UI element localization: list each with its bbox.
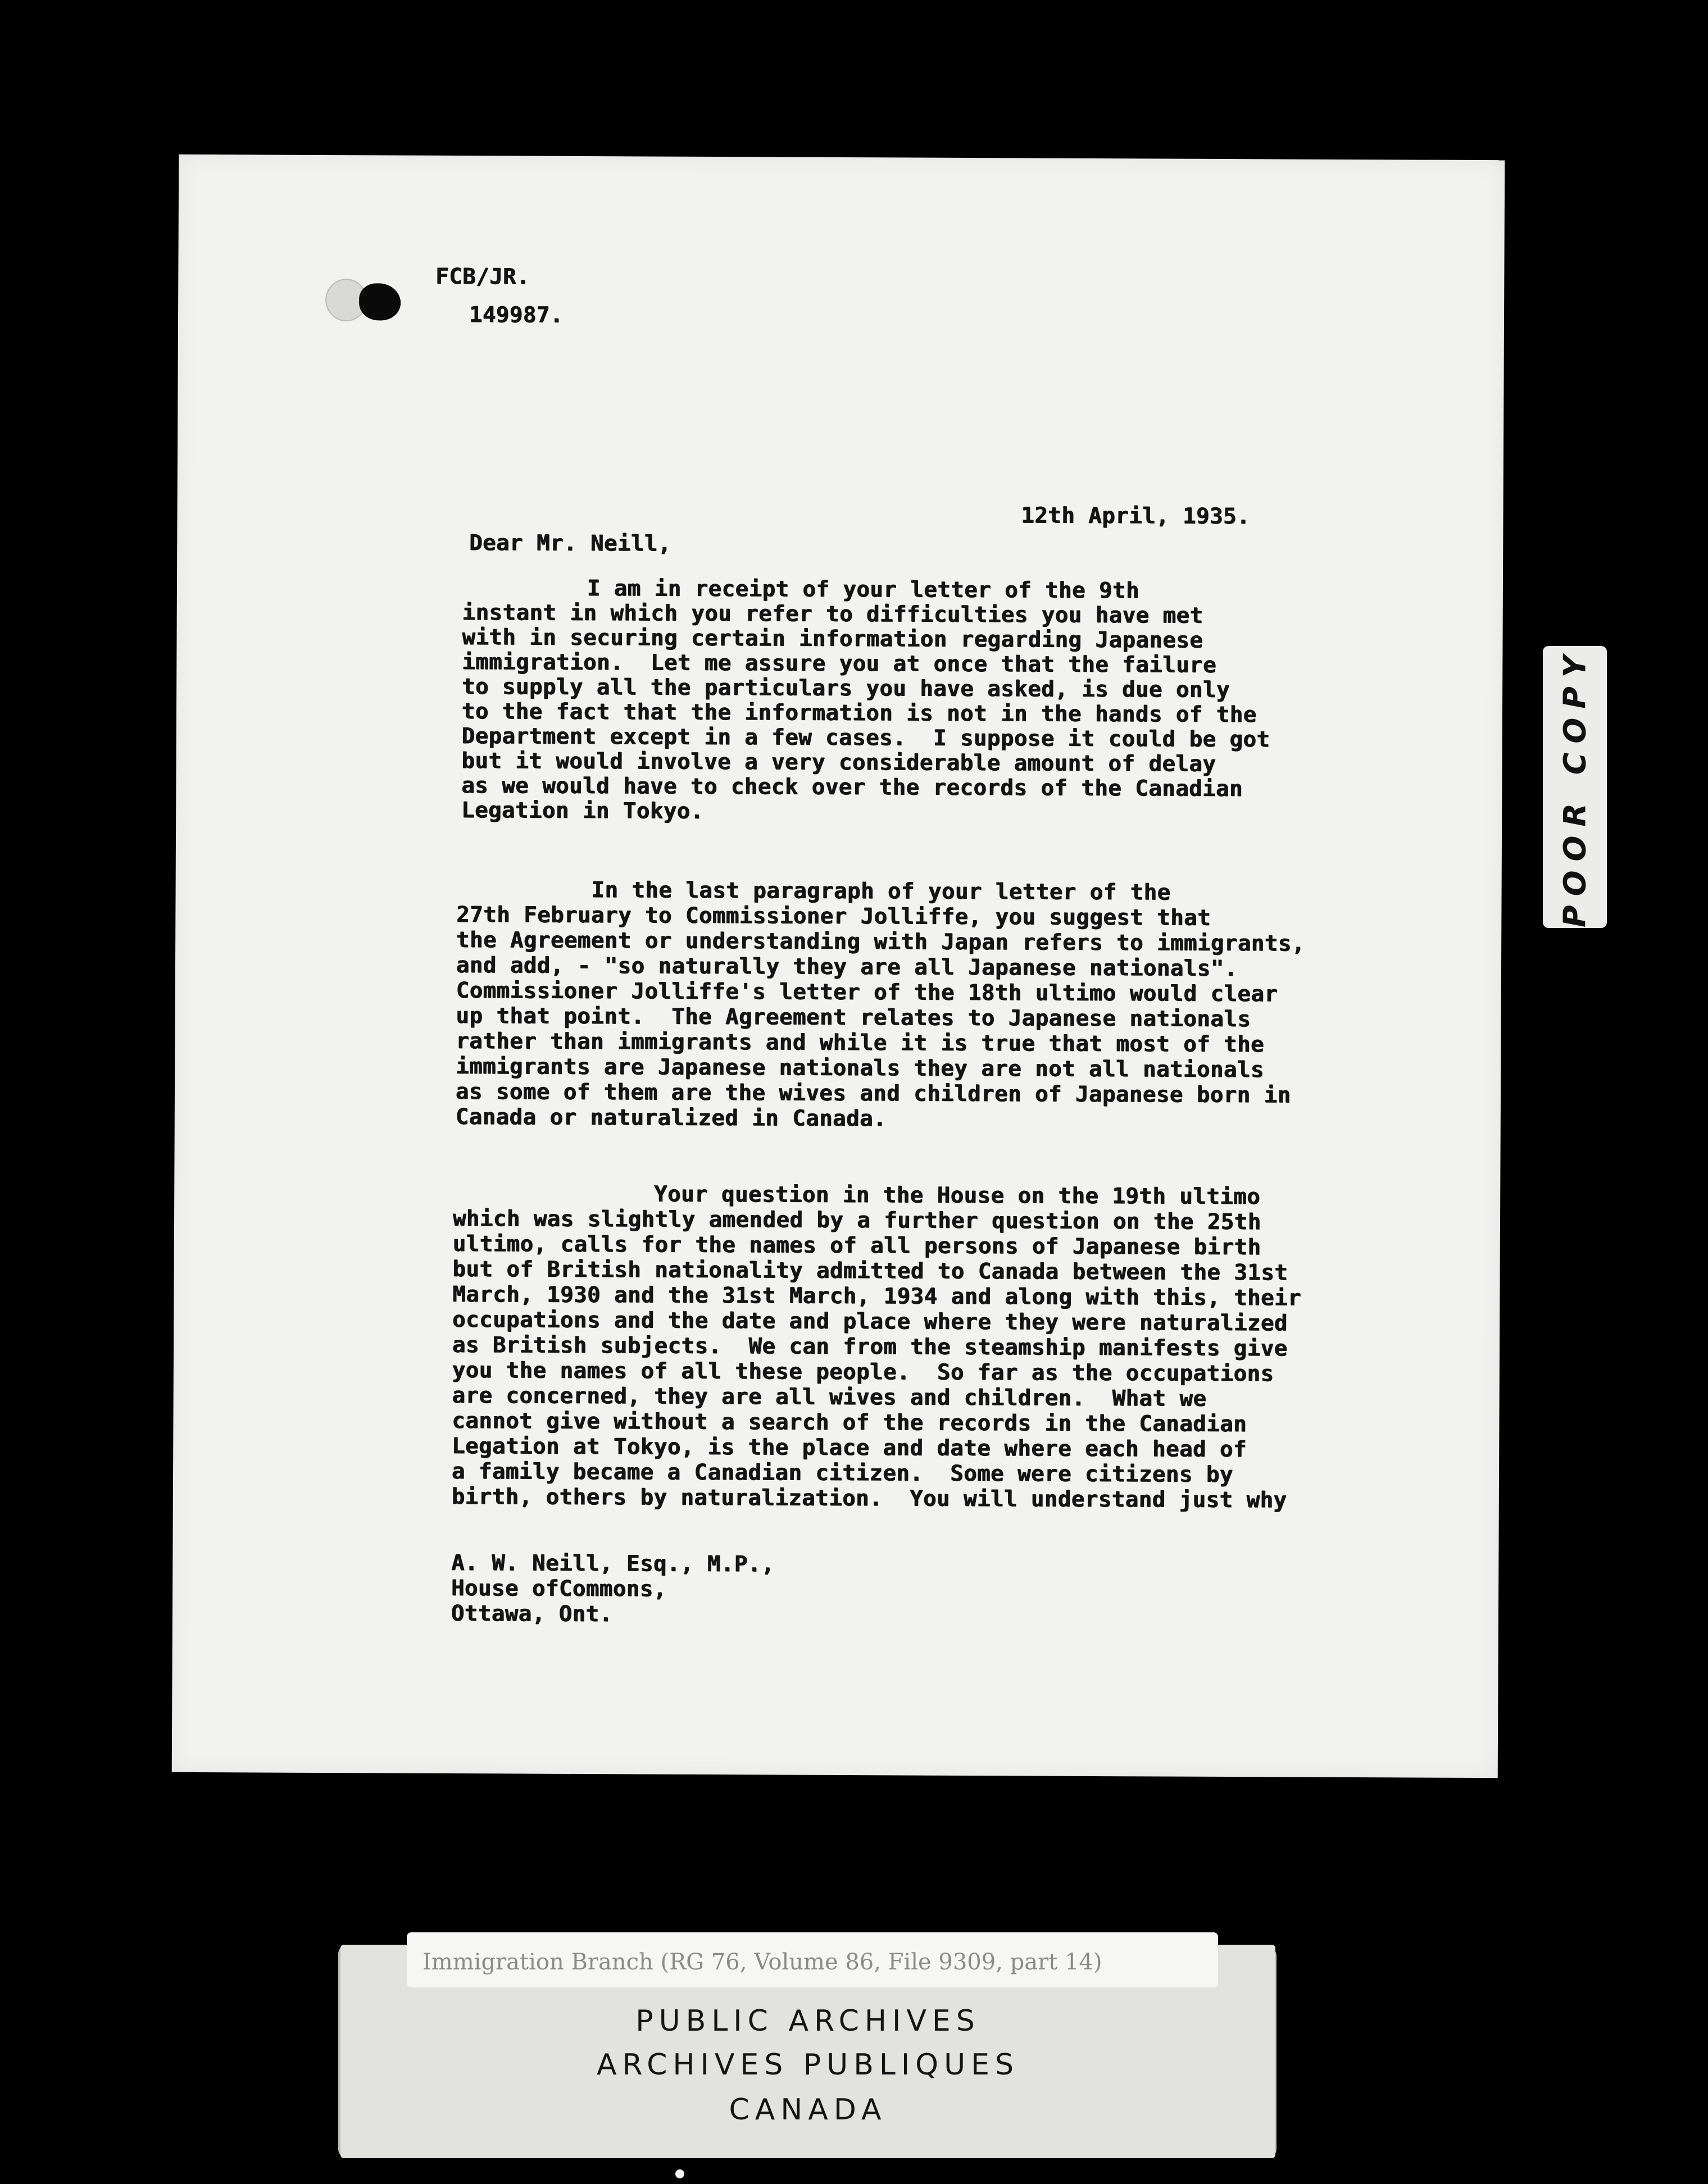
paragraph-line: ultimo, calls for the names of all persons of Japanese birth [452, 1231, 1261, 1261]
paragraph-line: but of British nationality admitted to Canada between the 31st [452, 1257, 1288, 1286]
paragraph-line: Canada or naturalized in Canada. [455, 1104, 887, 1132]
paragraph-line: a family became a Canadian citizen. Some were citizens by [451, 1459, 1233, 1488]
paragraph-line: Department except in a few cases. I suppose it could be got [461, 724, 1270, 753]
reference-initials: FCB/JR. [435, 263, 530, 290]
paragraph-line: March, 1930 and the 31st March, 1934 and along with this, their [452, 1282, 1302, 1311]
paragraph-line: with in securing certain information regarding Japanese [462, 625, 1203, 653]
paragraph-line: up that point. The Agreement relates to Japanese nationals [456, 1003, 1251, 1032]
addressee-block [451, 1550, 775, 1662]
paragraph-2 [455, 877, 1306, 1141]
archive-title-country: CANADA [729, 2093, 887, 2127]
paragraph-line: Legation at Tokyo, is the place and date where each head of [452, 1434, 1247, 1463]
paragraph-line: Legation in Tokyo. [461, 798, 704, 824]
poor-copy-stamp [1543, 646, 1607, 928]
letter-page [172, 154, 1505, 1778]
paragraph-line: the Agreement or understanding with Japan refers to immigrants, [456, 927, 1306, 957]
paragraph-1 [461, 576, 1270, 840]
paragraph-line: you the names of all these people. So far as the occupations [452, 1358, 1274, 1387]
paragraph-line: which was slightly amended by a further question on the 25th [452, 1206, 1261, 1235]
addressee-line: A. W. Neill, Esq., M.P., [451, 1550, 775, 1577]
paragraph-line: I am in receipt of your letter of the 9th [587, 576, 1140, 604]
paragraph-line: as some of them are the wives and children of Japanese born in [455, 1079, 1291, 1108]
paragraph-line: but it would involve a very considerable amount of delay [461, 748, 1216, 777]
paragraph-line: immigration. Let me assure you at once that the failure [462, 649, 1217, 678]
paragraph-line: Commissioner Jolliffe's letter of the 18th ultimo would clear [456, 978, 1278, 1007]
paragraph-line: to the fact that the information is not in the hands of the [461, 699, 1257, 728]
archive-title-french: ARCHIVES PUBLIQUES [596, 2048, 1020, 2082]
paragraph-line: Your question in the House on the 19th ultimo [654, 1181, 1261, 1210]
salutation: Dear Mr. Neill, [469, 530, 672, 557]
paragraph-3 [451, 1181, 1302, 1513]
paragraph-line: occupations and the date and place where they were naturalized [452, 1307, 1288, 1336]
paragraph-line: are concerned, they are all wives and children. What we [452, 1383, 1207, 1412]
paragraph-line: In the last paragraph of your letter of the [591, 877, 1171, 906]
paragraph-line: to supply all the particulars you have asked, is due only [462, 674, 1230, 703]
paragraph-line: instant in which you refer to difficulties you have met [462, 600, 1203, 629]
ink-blot [359, 283, 401, 320]
file-number: 149987. [469, 302, 564, 328]
letter-date: 12th April, 1935. [1021, 503, 1251, 530]
paragraph-line: as British subjects. We can from the steamship manifests give [452, 1332, 1288, 1362]
archive-reference-text: Immigration Branch (RG 76, Volume 86, File 9309, part 14) [423, 1949, 1102, 1975]
poor-copy-stamp-text: POOR COPY [1557, 647, 1593, 927]
paragraph-line: birth, others by naturalization. You will understand just why [451, 1484, 1287, 1513]
film-mark [675, 2169, 684, 2178]
paragraph-line: cannot give without a search of the records in the Canadian [452, 1408, 1247, 1437]
paragraph-line: 27th February to Commissioner Jolliffe, you suggest that [456, 902, 1211, 931]
paragraph-line: immigrants are Japanese nationals they are not all nationals [456, 1054, 1265, 1083]
archive-title-english: PUBLIC ARCHIVES [635, 2004, 980, 2038]
paragraph-line: as we would have to check over the records of the Canadian [461, 773, 1243, 802]
paragraph-line: rather than immigrants and while it is true that most of the [456, 1029, 1265, 1058]
addressee-line: Ottawa, Ont. [451, 1601, 613, 1627]
addressee-line: House ofCommons, [451, 1576, 667, 1602]
paragraph-line: and add, - "so naturally they are all Japanese nationals". [456, 953, 1238, 982]
